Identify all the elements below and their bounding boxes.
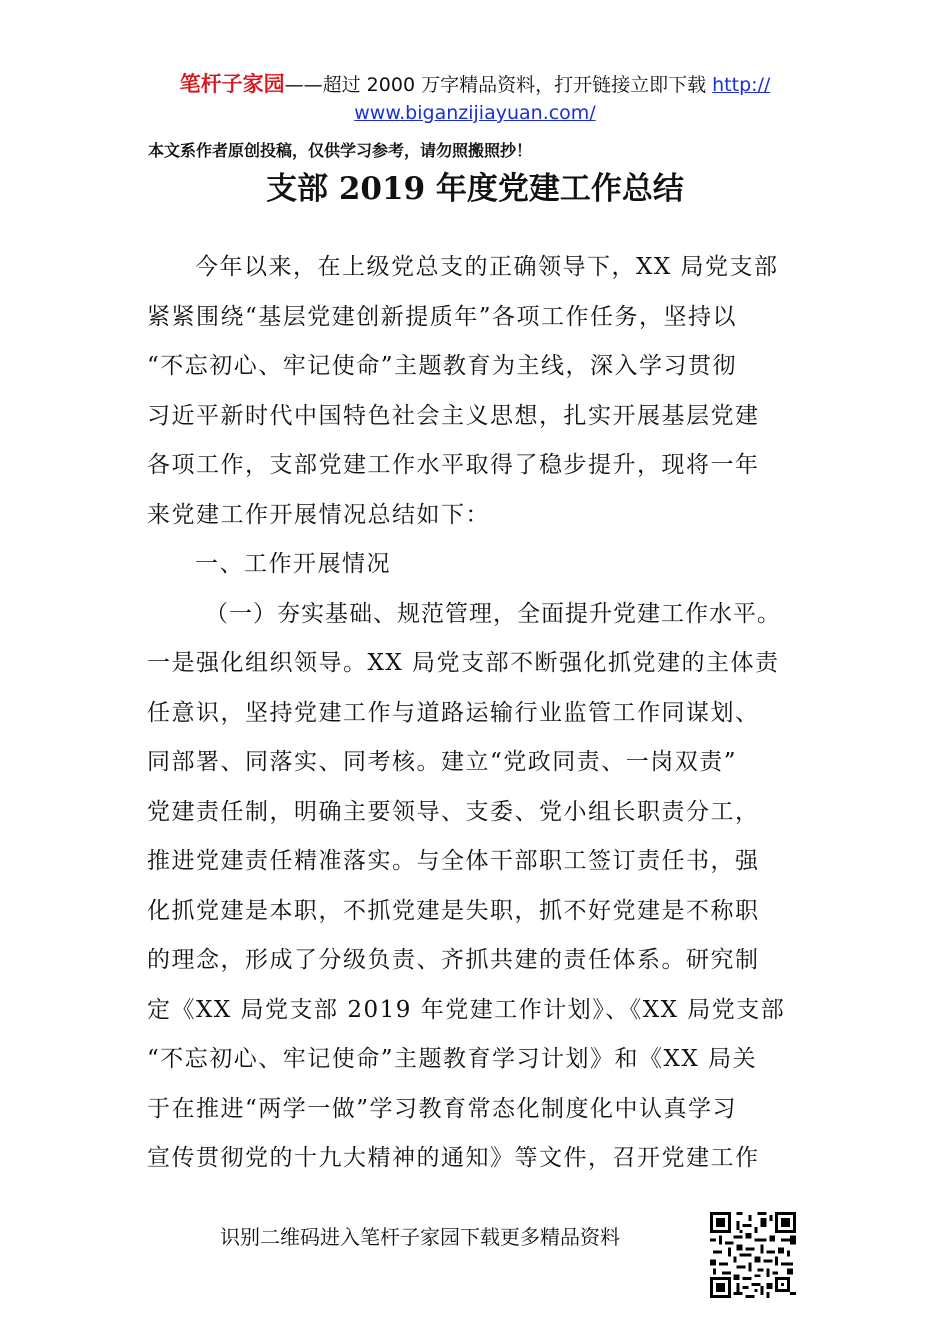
document-body <box>147 243 807 1184</box>
body-line: 一是强化组织领导。XX 局党支部不断强化抓党建的主体责 <box>147 650 780 676</box>
brand-name: 笔杆子家园 <box>179 72 285 96</box>
body-line: 同部署、同落实、同考核。建立“党政同责、一岗双责” <box>147 749 738 775</box>
body-line: 推进党建责任精准落实。与全体干部职工签订责任书，强 <box>147 848 760 874</box>
body-line: 宣传贯彻党的十九大精神的通知》等文件，召开党建工作 <box>147 1145 760 1171</box>
footer-caption: 识别二维码进入笔杆子家园下载更多精品资料 <box>220 1225 620 1249</box>
body-line: 于在推进“两学一做”学习教育常态化制度化中认真学习 <box>147 1095 738 1122</box>
body-line: 习近平新时代中国特色社会主义思想，扎实开展基层党建 <box>147 402 760 429</box>
header-line-2 <box>0 99 950 127</box>
body-line: 定《XX 局党支部 2019 年党建工作计划》、《XX 局党支部 <box>147 996 786 1023</box>
subsection-heading: （一）夯实基础、规范管理，全面提升党建工作水平。 <box>205 600 781 627</box>
body-line: 党建责任制，明确主要领导、支委、党小组长职责分工， <box>147 798 760 825</box>
section-heading: 一、工作开展情况 <box>195 551 391 577</box>
qr-code-icon[interactable] <box>710 1212 796 1298</box>
header-tagline: ——超过 2000 万字精品资料，打开链接立即下载 <box>284 74 713 96</box>
body-line: 各项工作，支部党建工作水平取得了稳步提升，现将一年 <box>147 452 760 478</box>
body-line: 来党建工作开展情况总结如下： <box>147 501 490 528</box>
website-link-part2[interactable]: www.biganzijiayuan.com/ <box>354 102 596 124</box>
body-line: 今年以来，在上级党总支的正确领导下，XX 局党支部 <box>195 254 779 280</box>
body-line: 紧紧围绕“基层党建创新提质年”各项工作任务，坚持以 <box>147 303 738 330</box>
body-line: “不忘初心、牢记使命”主题教育学习计划》和《XX 局关 <box>147 1046 758 1072</box>
website-link-part1[interactable]: http:// <box>712 74 771 96</box>
body-line: 任意识，坚持党建工作与道路运输行业监管工作同谋划、 <box>147 699 760 726</box>
header-line-1 <box>0 70 950 99</box>
copyright-notice: 本文系作者原创投稿，仅供学习参考，请勿照搬照抄！ <box>148 141 533 160</box>
body-line: “不忘初心、牢记使命”主题教育为主线，深入学习贯彻 <box>147 353 738 379</box>
document-title: 支部 2019 年度党建工作总结 <box>266 171 684 207</box>
body-line: 的理念，形成了分级负责、齐抓共建的责任体系。研究制 <box>147 947 760 973</box>
page-header <box>0 70 950 127</box>
body-line: 化抓党建是本职，不抓党建是失职，抓不好党建是不称职 <box>147 897 760 924</box>
